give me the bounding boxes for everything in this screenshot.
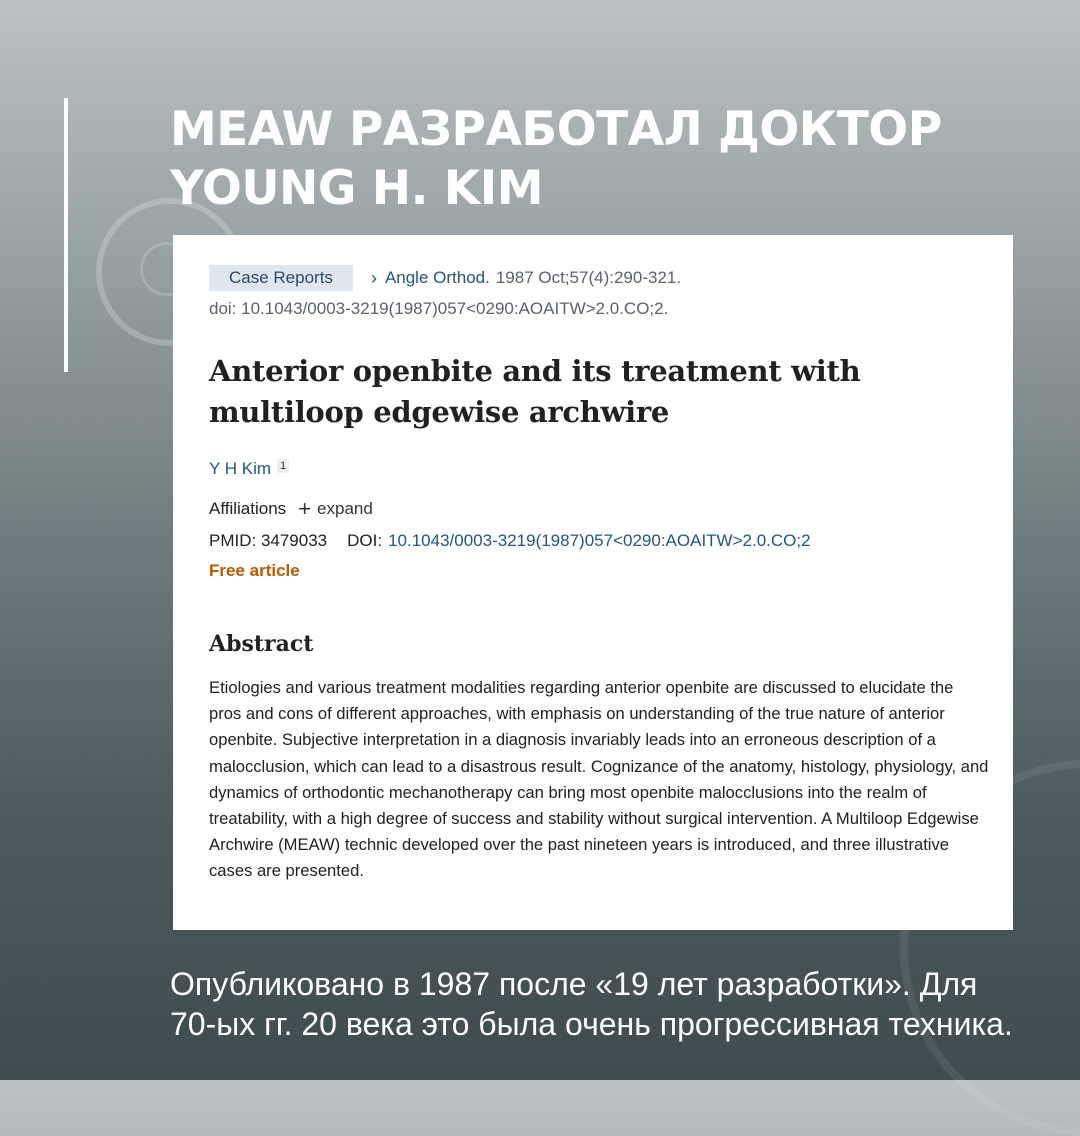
caption-line-2: 70-ых гг. 20 века это была очень прогрессивная техника. (170, 1006, 1013, 1042)
doi-line: doi: 10.1043/0003-3219(1987)057<0290:AOAITW>2.0.CO;2. (209, 299, 669, 318)
author-row (209, 459, 977, 479)
identifiers-row (209, 531, 977, 551)
caption-line-1: Опубликовано в 1987 после «19 лет разработки». Для (170, 966, 978, 1002)
journal-link[interactable]: Angle Orthod. (384, 268, 490, 287)
article-screenshot-card (173, 235, 1013, 930)
article-title: Anterior openbite and its treatment with multiloop edgewise archwire (209, 354, 861, 429)
free-article-label: Free article (209, 561, 300, 580)
chevron-right-icon: › (370, 267, 377, 288)
pmid: PMID: 3479033 (209, 531, 328, 550)
expand-button[interactable]: expand (317, 499, 373, 518)
headline-line-2: YOUNG H. KIM (170, 161, 543, 216)
headline (170, 100, 942, 218)
affiliations-row (209, 496, 977, 521)
accent-vertical-line (64, 98, 68, 372)
publication-type-badge[interactable]: Case Reports (209, 265, 353, 291)
doi-label: DOI: (347, 531, 383, 550)
caption (170, 964, 1013, 1044)
doi-link[interactable]: 10.1043/0003-3219(1987)057<0290:AOAITW>2.0.CO;2 (388, 531, 811, 550)
plus-icon[interactable]: + (298, 496, 312, 521)
affiliations-label: Affiliations (209, 499, 287, 518)
citation-details: 1987 Oct;57(4):290-321. (495, 268, 682, 287)
author-link[interactable]: Y H Kim (209, 459, 272, 478)
abstract-text: Etiologies and various treatment modalities regarding anterior openbite are discussed to elucidate the pros and cons of different approaches, with emphasis on understanding of the true nature of anterior openbite. Subjective interpretation in a diagnosis invariably leads into an erroneous description of a malocclusion, which can lead to a disastrous result. Cognizance of the anatomy, histology, physiology, and dynamics of orthodontic mechanotherapy can bring most openbite malocclusions into the realm of treatability, with a high degree of success and stability without surgical intervention. A Multiloop Edgewise Archwire (MEAW) technic developed over the past nineteen years is introduced, and three illustrative cases are presented. (209, 678, 989, 881)
abstract-heading: Abstract (209, 631, 314, 657)
citation-row (209, 265, 977, 291)
affiliation-number[interactable]: 1 (277, 459, 289, 473)
headline-line-1: MEAW РАЗРАБОТАЛ ДОКТОР (170, 102, 942, 157)
